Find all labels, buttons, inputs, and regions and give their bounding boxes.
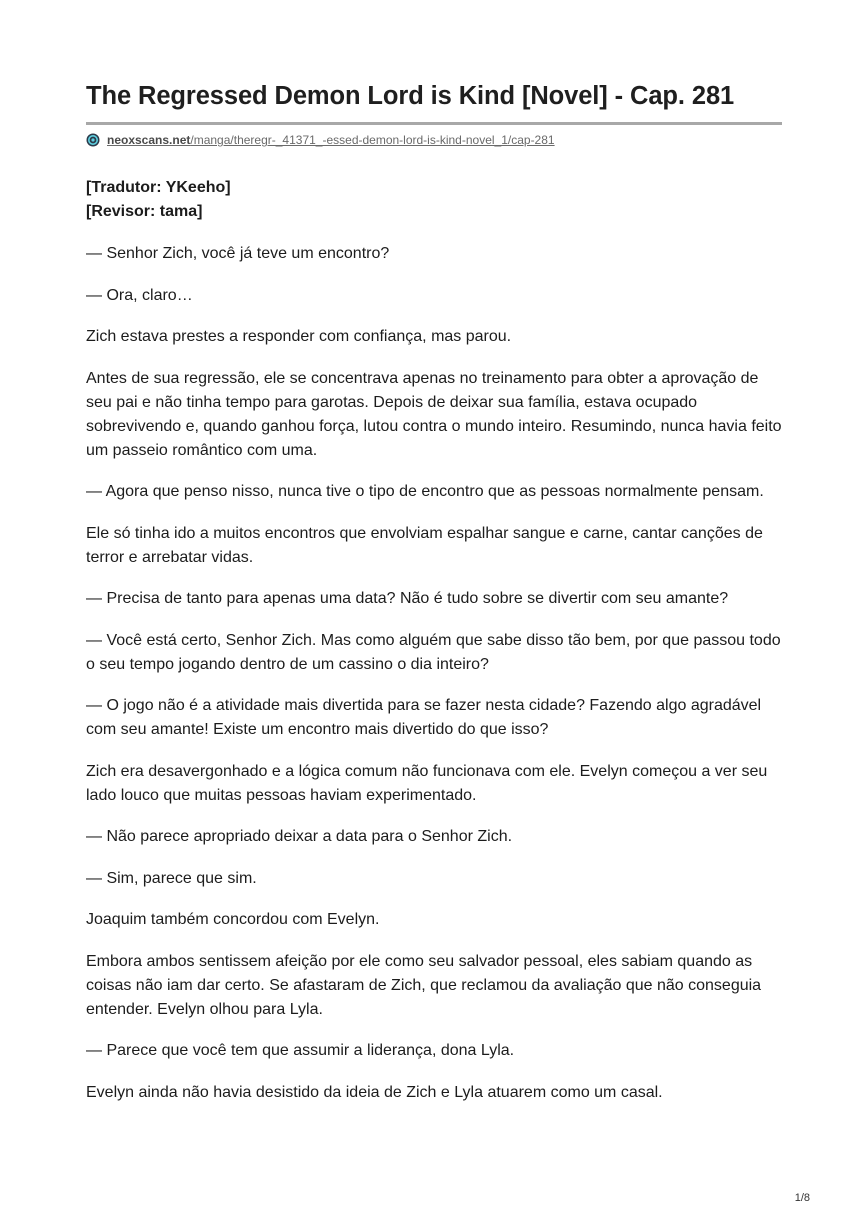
source-url-link[interactable] bbox=[107, 133, 555, 147]
paragraph: — Você está certo, Senhor Zich. Mas como alguém que sabe disso tão bem, por que passou todo o seu tempo jogando dentro de um cassino o dia inteiro? bbox=[86, 631, 781, 673]
paragraph: Joaquim também concordou com Evelyn. bbox=[86, 911, 380, 928]
paragraph: — Ora, claro… bbox=[86, 286, 193, 304]
paragraph: Zich era desavergonhado e a lógica comum não funcionava com ele. Evelyn começou a ver seu lado louco que muitas pessoas haviam experimentado. bbox=[86, 762, 768, 804]
paragraph: — Senhor Zich, você já teve um encontro? bbox=[86, 245, 390, 262]
credits-block bbox=[86, 176, 786, 224]
source-domain: neoxscans.net bbox=[107, 133, 191, 147]
source-path: /manga/theregr-_41371_-essed-demon-lord-is-kind-novel_1/cap-281 bbox=[190, 133, 555, 147]
reviser-credit: [Revisor: tama] bbox=[86, 203, 203, 220]
paragraph: Evelyn ainda não havia desistido da ideia de Zich e Lyla atuarem como um casal. bbox=[86, 1083, 663, 1101]
document-page bbox=[86, 78, 786, 1122]
translator-credit: [Tradutor: YKeeho] bbox=[86, 179, 231, 196]
source-link-row bbox=[86, 131, 786, 149]
paragraph: Antes de sua regressão, ele se concentrava apenas no treinamento para obter a aprovação de seu pai e não tinha tempo para garotas. Depois de deixar sua família, estava ocupado sobrevivendo e, quando ganhou força, lutou contra o mundo inteiro. Resumindo, nunca havia feito um passeio romântico com uma. bbox=[86, 369, 782, 459]
page-number: 1/8 bbox=[794, 1192, 810, 1204]
site-favicon-icon bbox=[86, 133, 100, 147]
paragraph: Zich estava prestes a responder com confiança, mas parou. bbox=[86, 328, 512, 345]
paragraph: — Parece que você tem que assumir a liderança, dona Lyla. bbox=[86, 1042, 515, 1059]
paragraph: Embora ambos sentissem afeição por ele como seu salvador pessoal, eles sabiam quando as coisas não iam dar certo. Se afastaram de Zich, que reclamou da avaliação que não conseguia entender. Evelyn olhou para Lyla. bbox=[86, 952, 762, 1018]
paragraph: Ele só tinha ido a muitos encontros que envolviam espalhar sangue e carne, cantar canções de terror e arrebatar vidas. bbox=[86, 524, 763, 566]
paragraph: — Sim, parece que sim. bbox=[86, 869, 257, 887]
paragraph: — Não parece apropriado deixar a data para o Senhor Zich. bbox=[86, 828, 513, 845]
title-divider bbox=[86, 122, 782, 125]
paragraph: — Precisa de tanto para apenas uma data? Não é tudo sobre se divertir com seu amante? bbox=[86, 590, 729, 607]
paragraph: — O jogo não é a atividade mais divertida para se fazer nesta cidade? Fazendo algo agradável com seu amante! Existe um encontro mais divertido do que isso? bbox=[86, 697, 762, 738]
paragraph: — Agora que penso nisso, nunca tive o tipo de encontro que as pessoas normalmente pensam. bbox=[86, 483, 764, 500]
chapter-content bbox=[86, 176, 786, 1105]
page-title: The Regressed Demon Lord is Kind [Novel] - Cap. 281 bbox=[86, 82, 735, 110]
